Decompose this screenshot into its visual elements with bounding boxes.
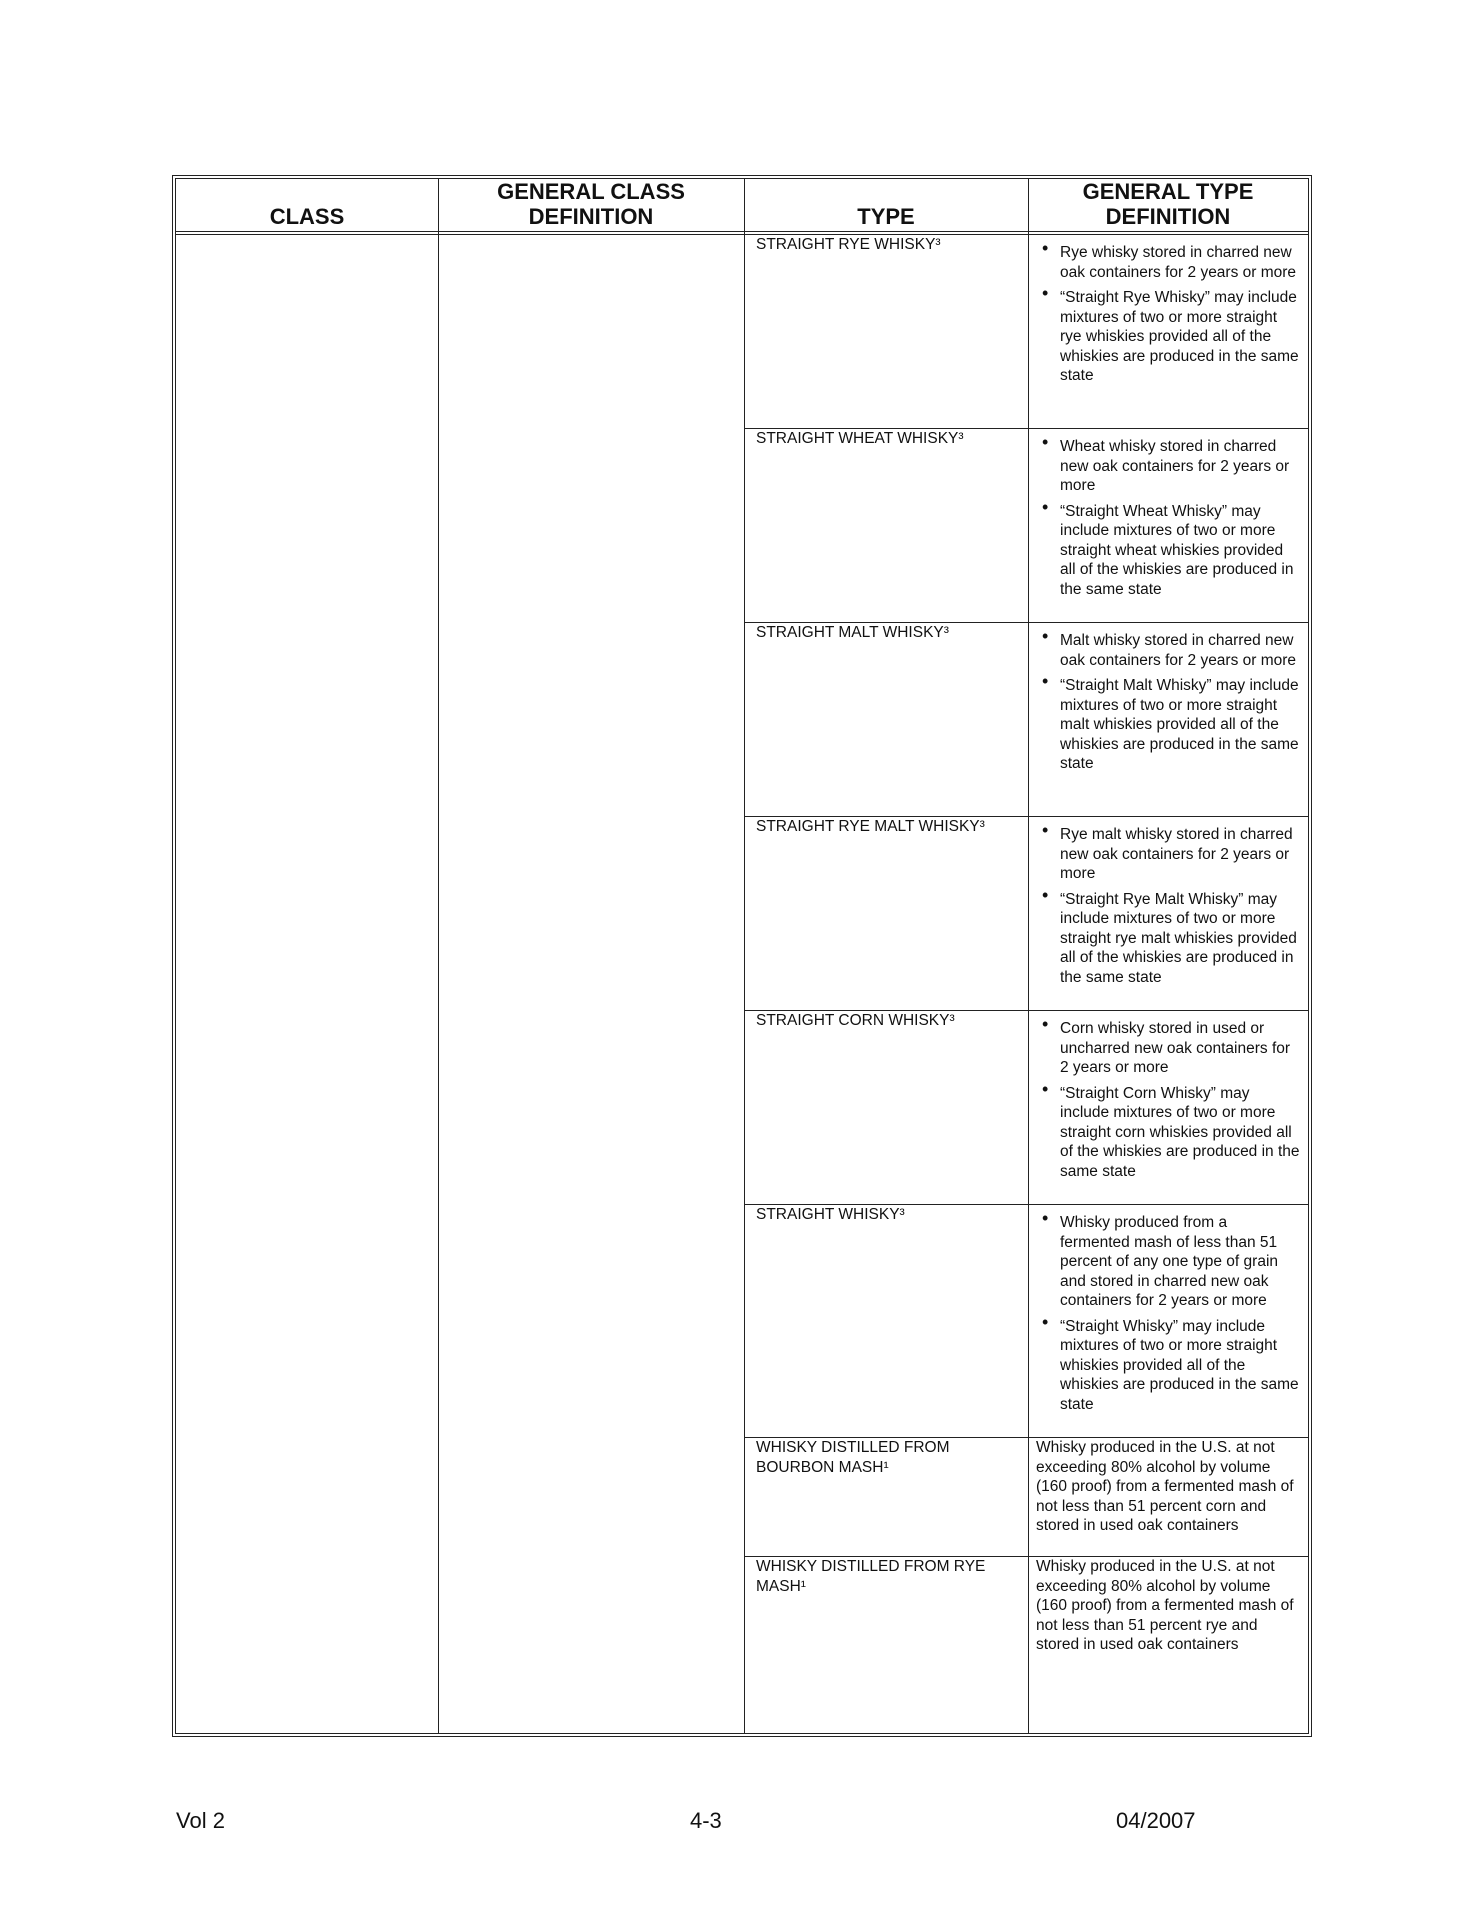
bullet-icon: • <box>1042 884 1049 905</box>
bullet-icon: • <box>1042 820 1049 840</box>
definition-bullet <box>1030 283 1300 386</box>
header-class <box>176 179 438 231</box>
type-cell: STRAIGHT CORN WHISKY³ <box>756 1012 955 1029</box>
table-row <box>744 1557 1308 1733</box>
table-row <box>744 429 1308 623</box>
footer-date: 04/2007 <box>1116 1808 1196 1833</box>
header-type <box>744 179 1028 231</box>
footer-page-number: 4-3 <box>690 1808 722 1833</box>
definition-bullet <box>1030 671 1300 774</box>
table-body <box>176 235 1308 1733</box>
bullet-icon: • <box>1042 283 1049 303</box>
bullet-text: “Straight Rye Whisky” may include mixtures of two or more straight rye whiskies provided all of the whiskies are produced in the same state <box>1060 289 1299 384</box>
bullet-icon: • <box>1042 1078 1049 1099</box>
type-cell: STRAIGHT RYE WHISKY³ <box>756 236 941 253</box>
bullet-icon: • <box>1042 238 1049 258</box>
class-type-table <box>172 175 1312 1737</box>
type-definition-cell: Whisky produced in the U.S. at not exceeding 80% alcohol by volume (160 proof) from a fermented mash of not less than 51 percent rye and stored in used oak containers <box>1036 1558 1294 1653</box>
definition-bullet <box>1030 1078 1300 1182</box>
bullet-icon: • <box>1042 671 1049 691</box>
type-definition-cell <box>1030 429 1300 599</box>
type-definition-cell <box>1030 1205 1300 1414</box>
header-general-class-definition-line2: DEFINITION <box>528 204 654 229</box>
bullet-text: “Straight Malt Whisky” may include mixtures of two or more straight malt whiskies provided all of the whiskies are produced in the same state <box>1060 677 1299 772</box>
definition-bullet <box>1030 884 1300 988</box>
bullet-text: “Straight Whisky” may include mixtures of two or more straight whiskies provided all of the whiskies are produced in the same state <box>1060 1317 1299 1413</box>
header-general-class-definition-line1: GENERAL CLASS <box>497 179 685 204</box>
type-cell: STRAIGHT WHEAT WHISKY³ <box>756 430 964 447</box>
bullet-text: Corn whisky stored in used or uncharred new oak containers for 2 years or more <box>1060 1020 1291 1076</box>
definition-bullet <box>1030 1311 1300 1415</box>
bullet-text: “Straight Wheat Whisky” may include mixtures of two or more straight wheat whiskies provided all of the whiskies are produced in the same state <box>1060 502 1294 598</box>
definition-bullet <box>1030 432 1300 496</box>
header-class-label: CLASS <box>269 204 345 229</box>
bullet-icon: • <box>1042 432 1049 452</box>
table-row <box>744 235 1308 429</box>
bullet-icon: • <box>1042 626 1049 646</box>
definition-bullet <box>1030 1014 1300 1078</box>
definition-bullet <box>1030 496 1300 600</box>
bullet-text: Wheat whisky stored in charred new oak containers for 2 years or more <box>1060 438 1290 494</box>
bullet-icon: • <box>1042 496 1049 517</box>
bullet-text: Rye whisky stored in charred new oak containers for 2 years or more <box>1060 244 1297 281</box>
header-general-type-definition <box>1028 179 1308 231</box>
bullet-text: “Straight Corn Whisky” may include mixtures of two or more straight corn whiskies provided all of the whiskies are produced in the same state <box>1060 1084 1300 1180</box>
type-cell: STRAIGHT RYE MALT WHISKY³ <box>756 818 985 835</box>
header-general-type-definition-line1: GENERAL TYPE <box>1082 179 1254 204</box>
bullet-text: Whisky produced from a fermented mash of less than 51 percent of any one type of grain and stored in charred new oak containers for 2 years or more <box>1060 1214 1279 1309</box>
type-definition-cell <box>1030 623 1300 774</box>
definition-bullet <box>1030 626 1300 670</box>
header-type-label: TYPE <box>857 204 915 229</box>
header-general-type-definition-line2: DEFINITION <box>1105 204 1231 229</box>
table-row <box>744 1205 1308 1438</box>
definition-bullet <box>1030 820 1300 884</box>
type-definition-cell <box>1030 1011 1300 1181</box>
table-row <box>744 1438 1308 1557</box>
table-row <box>744 623 1308 817</box>
type-cell: WHISKY DISTILLED FROM BOURBON MASH¹ <box>756 1439 950 1476</box>
type-cell: STRAIGHT WHISKY³ <box>756 1206 905 1223</box>
table-header <box>176 179 1308 235</box>
type-definition-cell <box>1030 817 1300 987</box>
bullet-text: Malt whisky stored in charred new oak containers for 2 years or more <box>1060 632 1297 669</box>
bullet-icon: • <box>1042 1311 1049 1332</box>
type-definition-cell <box>1030 235 1300 386</box>
bullet-text: “Straight Rye Malt Whisky” may include mixtures of two or more straight rye malt whiskies provided all of the whiskies are produced in the same state <box>1060 890 1297 986</box>
header-general-class-definition <box>438 179 744 231</box>
definition-bullet <box>1030 1208 1300 1311</box>
bullet-text: Rye malt whisky stored in charred new oak containers for 2 years or more <box>1060 826 1293 882</box>
bullet-icon: • <box>1042 1014 1049 1034</box>
type-cell: WHISKY DISTILLED FROM RYE MASH¹ <box>756 1558 986 1595</box>
type-definition-cell: Whisky produced in the U.S. at not exceeding 80% alcohol by volume (160 proof) from a fermented mash of not less than 51 percent corn and stored in used oak containers <box>1036 1439 1294 1534</box>
bullet-icon: • <box>1042 1208 1049 1228</box>
table-row <box>744 1011 1308 1205</box>
type-cell: STRAIGHT MALT WHISKY³ <box>756 624 949 641</box>
definition-bullet <box>1030 238 1300 282</box>
table-row <box>744 817 1308 1011</box>
footer-volume: Vol 2 <box>176 1808 225 1833</box>
